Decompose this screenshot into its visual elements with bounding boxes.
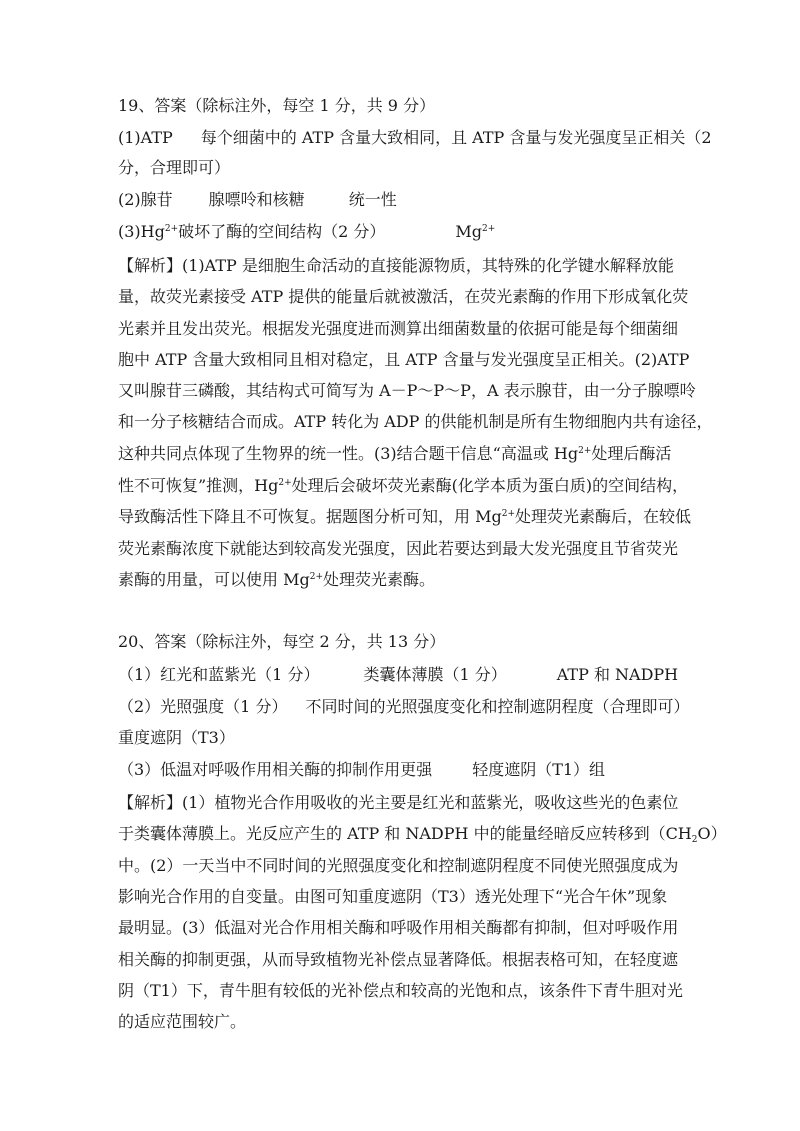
q20-a3-b: 轻度遮阴（T1）组 [472,760,606,779]
q20-a2-b: 不同时间的光照强度变化和控制遮阴程度（合理即可） [305,697,690,716]
analysis-text: 导致酶活性下降且不可恢复。据题图分析可知，用 Mg [118,507,502,526]
q19-a1-text: 每个细菌中的 ATP 含量大致相同，且 ATP 含量与发光强度呈正相关（2 [200,128,712,147]
q19-analysis-line: 胞中 ATP 含量大致相同且相对稳定，且 ATP 含量与发光强度呈正相关。(2)ATP [118,350,690,369]
q19-analysis-line: 光素并且发出荧光。根据发光强度进而测算出细菌数量的依据可能是每个细菌细 [118,319,679,338]
q20-analysis-line: 中。(2）一天当中不同时间的光照强度变化和控制遮阴程度不同使光照强度成为 [118,856,679,875]
q19-analysis-line [118,476,688,496]
q19-analysis-line [118,507,691,527]
analysis-text: 性不可恢复”推测，Hg [118,476,279,495]
q20-analysis-line: 阴（T1）下，青牛胆有较低的光补偿点和较高的光饱和点，该条件下青牛胆对光 [118,981,683,1000]
q20-a1-a: （1）红光和蓝紫光（1 分） [118,665,320,684]
q20-header: 20、答案（除标注外，每空 2 分，共 13 分） [118,632,446,651]
q19-a3-pre: (3)Hg [118,222,165,241]
q19-answer-1-cont: 分，合理即可） [118,158,231,177]
q20-a1-b: 类囊体薄膜（1 分） [363,665,507,684]
superscript: 2+ [578,446,592,456]
q19-analysis-line [118,444,671,464]
q19-a2-b: 腺嘌呤和核糖 [208,190,305,209]
analysis-text: 处理荧光素酶。 [323,570,436,589]
q19-analysis-line: 和一分子核糖结合而成。ATP 转化为 ADP 的供能机制是所有生物细胞内共有途径， [118,412,713,431]
q19-a3-b-sup: 2+ [482,224,496,234]
q19-analysis-line: 荧光素酶浓度下就能达到较高发光强度，因此若要达到最大发光强度且节省荧光 [118,539,679,558]
q19-answer-2 [118,190,397,210]
analysis-text: 于类囊体薄膜上。光反应产生的 ATP 和 NADPH 中的能量经暗反应转移到（CH [118,824,692,843]
analysis-text: 这种共同点体现了生物界的统一性。(3)结合题干信息“高温或 Hg [118,444,579,463]
q20-analysis-line: 的适应范围较广。 [118,1012,247,1031]
q19-answer-1 [118,128,712,148]
q20-answer-3 [118,760,605,780]
superscript: 2+ [278,478,292,488]
q19-a2-c: 统一性 [348,190,397,209]
analysis-text: 处理后酶活 [591,444,672,463]
q19-analysis-line: 【解析】(1)ATP 是细胞生命活动的直接能源物质，其特殊的化学键水解释放能 [118,256,674,275]
q19-analysis-line [118,570,435,590]
q20-answer-2-cont: 重度遮阴（T3） [118,728,235,747]
q20-analysis-line [118,824,727,844]
q19-a3-post: 破坏了酶的空间结构（2 分） [178,222,386,241]
q20-analysis-line: 【解析】(1）植物光合作用吸收的光主要是红光和蓝紫光，吸收这些光的色素位 [118,793,679,812]
subscript: 2 [691,835,698,845]
q20-analysis-line: 影响光合作用的自变量。由图可知重度遮阴（T3）透光处理下“光合午休”现象 [118,887,668,906]
q20-a3-a: （3）低温对呼吸作用相关酶的抑制作用更强 [118,760,433,779]
q19-a1-label: (1)ATP [118,128,173,147]
superscript: 2+ [309,572,323,582]
superscript: 2+ [501,509,515,519]
q20-answer-1 [118,665,678,685]
analysis-text: 处理荧光素酶后，在较低 [515,507,692,526]
q20-analysis-line: 相关酶的抑制更强，从而导致植物光补偿点显著降低。根据表格可知，在轻度遮 [118,950,679,969]
q19-header: 19、答案（除标注外，每空 1 分，共 9 分） [118,96,436,115]
q20-a1-c: ATP 和 NADPH [556,665,679,684]
q20-answer-2 [118,697,689,717]
q19-a3-sup: 2+ [164,224,179,234]
analysis-text: 素酶的用量，可以使用 Mg [118,570,310,589]
analysis-text: O） [697,824,727,843]
q19-answer-3 [118,222,495,242]
q20-a2-a: （2）光照强度（1 分） [118,697,288,716]
q20-analysis-line: 最明显。(3）低温对光合作用相关酶和呼吸作用相关酶都有抑制，但对呼吸作用 [118,918,679,937]
q19-analysis-line: 又叫腺苷三磷酸，其结构式可简写为 A－P～P～P，A 表示腺苷，由一分子腺嘌呤 [118,381,696,400]
q19-a2-label: (2)腺苷 [118,190,173,209]
analysis-text: 处理后会破坏荧光素酶(化学本质为蛋白质)的空间结构， [291,476,689,495]
q19-a3-b: Mg [455,222,483,241]
q19-analysis-line: 量，故荧光素接受 ATP 提供的能量后就被激活，在荧光素酶的作用下形成氧化荧 [118,287,689,306]
